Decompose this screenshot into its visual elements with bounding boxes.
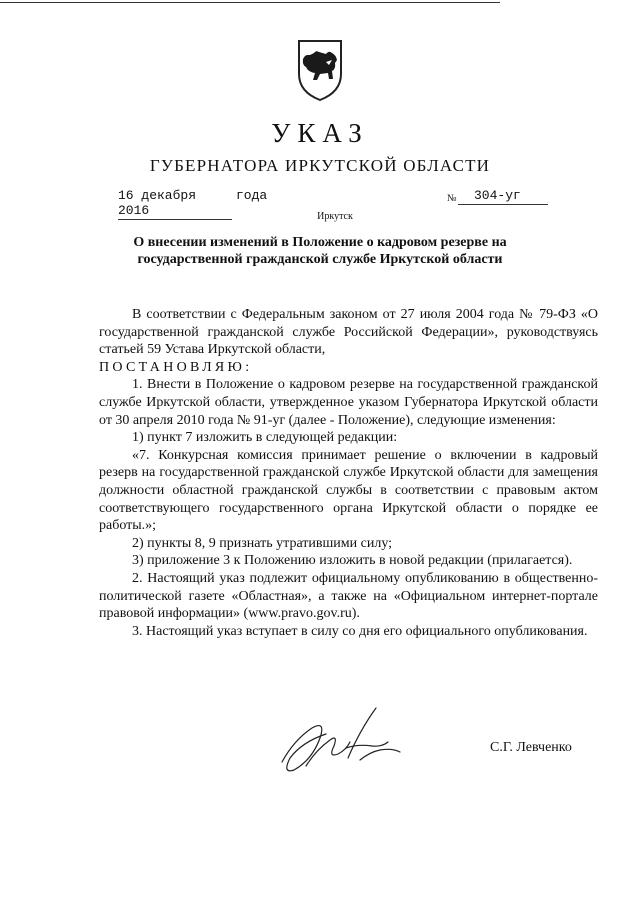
quoted-text-paragraph: «7. Конкурсная комиссия принимает решение о включении в кадровый резерв на государственной гражданской службе Иркутской области для замещения должности областной гражданской службы в соответствии с правовым актом соответствующего государственного органа Иркутской области о порядке ее работы.»; (99, 447, 598, 534)
heading-line-1: О внесении изменений в Положение о кадровом резерве на (133, 235, 507, 250)
item-3-paragraph: 3. Настоящий указ вступает в силу со дня его официального опубликования. (132, 623, 588, 639)
subitem-2-paragraph: 2) пункты 8, 9 признать утратившими силу; (132, 535, 393, 551)
coat-of-arms-icon (296, 38, 344, 102)
intro-paragraph: В соответствии с Федеральным законом от 27 июля 2004 года № 79-ФЗ «О государственной гражданской службе Российской Федерации», руководствуясь статьей 59 Устава Иркутской области, (99, 307, 598, 358)
document-heading (100, 234, 540, 268)
subitem-1-paragraph: 1) пункт 7 изложить в следующей редакции: (132, 430, 398, 446)
decree-number: 304-уг (458, 188, 548, 205)
handwritten-signature (276, 700, 406, 780)
item-1-paragraph: 1. Внести в Положение о кадровом резерве на государственной гражданской службе Иркутской области, утвержденное указом Губернатора Иркутской области от 30 апреля 2010 года № 91-уг (далее - Положение), следующие изменения: (99, 377, 598, 428)
heading-line-2: государственной гражданской службе Иркутской области (137, 252, 503, 267)
signer-name: С.Г. Левченко (490, 740, 572, 755)
item-2-paragraph: 2. Настоящий указ подлежит официальному опубликованию в общественно-политической газете «Областная», а также на «Официальном интернет-портале правовой информации» (www.pravo.gov.ru). (99, 570, 598, 622)
decree-date-suffix: года (236, 188, 268, 203)
decree-title: УКАЗ (271, 118, 369, 148)
postanovlyayu-heading: ПОСТАНОВЛЯЮ: (99, 359, 253, 375)
decree-subtitle: ГУБЕРНАТОРА ИРКУТСКОЙ ОБЛАСТИ (149, 156, 491, 175)
subitem-3-paragraph: 3) приложение 3 к Положению изложить в новой редакции (прилагается). (132, 553, 573, 569)
number-sign: № (447, 193, 457, 204)
document-body (99, 306, 598, 640)
top-rule (0, 2, 500, 3)
city-label: Иркутск (317, 211, 353, 222)
decree-date: 16 декабря 2016 (118, 188, 232, 220)
